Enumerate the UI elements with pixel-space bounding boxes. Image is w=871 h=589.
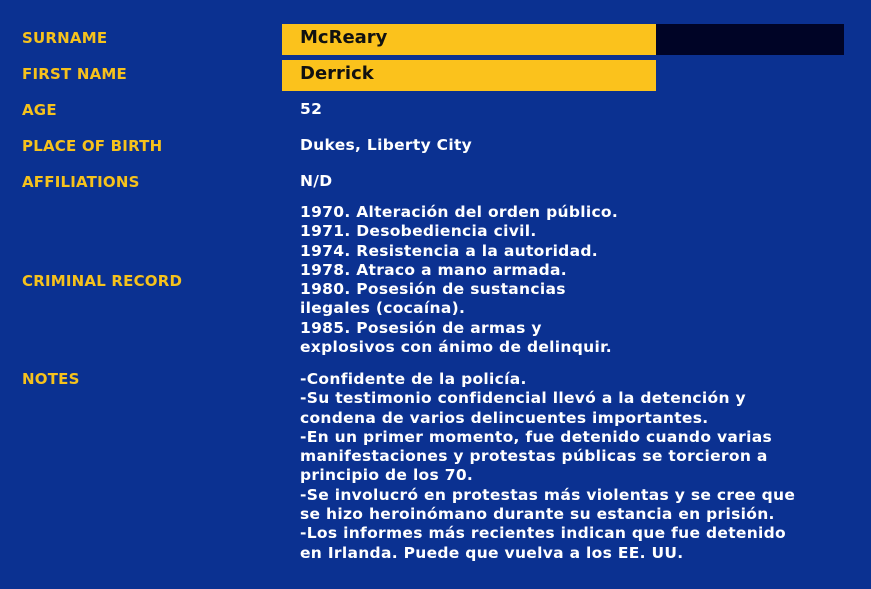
first-name-label: FIRST NAME: [22, 65, 127, 83]
notes-line: -Los informes más recientes indican que fue detenido: [300, 524, 787, 543]
notes-line: -Su testimonio confidencial llevó a la detención y: [300, 389, 746, 408]
notes-line: -Se involucró en protestas más violentas y se cree que: [300, 485, 796, 504]
age-value: 52: [300, 100, 323, 118]
notes-label: NOTES: [22, 370, 80, 388]
record-line: 1970. Alteración del orden público.: [300, 203, 619, 221]
notes-line: -En un primer momento, fue detenido cuando varias: [300, 427, 772, 446]
notes-line: condena de varios delincuentes importantes.: [300, 408, 709, 427]
record-line: 1985. Posesión de armas y: [300, 318, 542, 337]
record-line: 1971. Desobediencia civil.: [300, 222, 537, 241]
surname-bar: [282, 24, 656, 55]
record-line: ilegales (cocaína).: [300, 299, 466, 318]
record-line: 1974. Resistencia a la autoridad.: [300, 241, 598, 260]
surname-label: SURNAME: [22, 29, 108, 47]
notes-list: [300, 370, 795, 563]
notes-line: manifestaciones y protestas públicas se torcieron a: [300, 447, 768, 466]
notes-line: en Irlanda. Puede que vuelva a los EE. UU.: [300, 543, 684, 562]
place-of-birth-value: Dukes, Liberty City: [300, 136, 473, 154]
record-line: 1980. Posesión de sustancias: [300, 280, 566, 299]
surname-value: McReary: [300, 27, 388, 48]
notes-line: principio de los 70.: [300, 466, 474, 485]
criminal-record-list: [300, 203, 618, 357]
notes-line: -Confidente de la policía.: [300, 370, 527, 388]
notes-line: se hizo heroinómano durante su estancia en prisión.: [300, 505, 775, 524]
place-of-birth-label: PLACE OF BIRTH: [22, 137, 163, 155]
affiliations-value: N/D: [300, 172, 333, 190]
first-name-bar: [282, 60, 656, 91]
record-line: explosivos con ánimo de delinquir.: [300, 338, 612, 357]
affiliations-label: AFFILIATIONS: [22, 173, 140, 191]
record-line: 1978. Atraco a mano armada.: [300, 260, 567, 279]
criminal-record-label: CRIMINAL RECORD: [22, 272, 183, 290]
age-label: AGE: [22, 101, 57, 119]
first-name-value: Derrick: [300, 63, 374, 84]
photo-panel: [656, 24, 844, 55]
